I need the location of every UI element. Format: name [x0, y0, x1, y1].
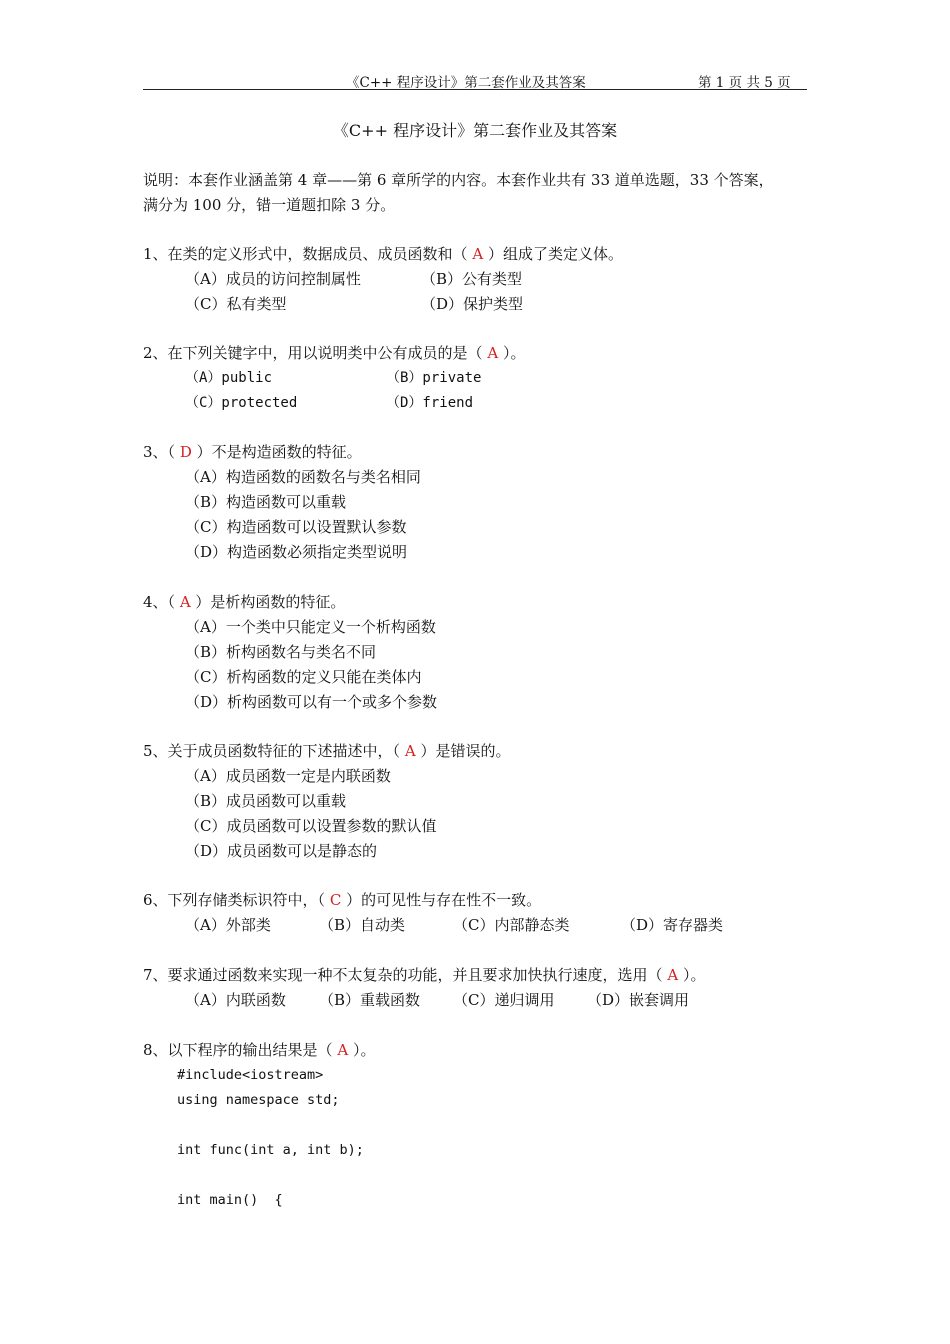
question-2: 2、在下列关键字中，用以说明类中公有成员的是（ A ）。 [143, 344, 526, 362]
question-6: 6、下列存储类标识符中，（ C ）的可见性与存在性不一致。 [143, 891, 542, 909]
q7-option-d: （D）嵌套调用 [587, 991, 690, 1009]
answer-7: A [667, 966, 679, 984]
q1-option-d: （D）保护类型 [421, 295, 524, 313]
q7-option-c: （C）递归调用 [453, 991, 555, 1009]
q1-option-c: （C）私有类型 [185, 295, 287, 313]
question-7: 7、要求通过函数来实现一种不太复杂的功能，并且要求加快执行速度，选用（ A ）。 [143, 966, 706, 984]
q4-option-d: （D）析构函数可以有一个或多个参数 [185, 693, 438, 711]
q2-option-d: （D）friend [386, 395, 474, 411]
running-header-title: 《C++ 程序设计》第二套作业及其答案 [346, 75, 586, 91]
q2-option-b: （B）private [386, 370, 482, 386]
code-line-namespace: using namespace std; [177, 1092, 340, 1108]
q1-option-a: （A）成员的访问控制属性 [185, 270, 361, 288]
page-number: 第 1 页 共 5 页 [698, 75, 791, 91]
header-divider [143, 89, 807, 90]
intro-line-2: 满分为 100 分，错一道题扣除 3 分。 [143, 196, 396, 214]
q6-option-a: （A）外部类 [185, 916, 271, 934]
question-1: 1、在类的定义形式中，数据成员、成员函数和（ A ）组成了类定义体。 [143, 245, 623, 263]
answer-5: A [404, 742, 416, 760]
q7-option-b: （B）重载函数 [319, 991, 421, 1009]
answer-4: A [179, 593, 191, 611]
document-title: 《C++ 程序设计》第二套作业及其答案 [332, 121, 618, 140]
q5-option-d: （D）成员函数可以是静态的 [185, 842, 378, 860]
question-4: 4、（ A ）是析构函数的特征。 [143, 593, 346, 611]
q5-option-a: （A）成员函数一定是内联函数 [185, 767, 391, 785]
q3-option-d: （D）构造函数必须指定类型说明 [185, 543, 408, 561]
q3-option-a: （A）构造函数的函数名与类名相同 [185, 468, 421, 486]
question-5: 5、关于成员函数特征的下述描述中，（ A ）是错误的。 [143, 742, 511, 760]
answer-1: A [472, 245, 484, 263]
q6-option-c: （C）内部静态类 [453, 916, 570, 934]
q5-option-b: （B）成员函数可以重载 [185, 792, 347, 810]
q4-option-b: （B）析构函数名与类名不同 [185, 643, 377, 661]
q6-option-b: （B）自动类 [319, 916, 406, 934]
intro-line-1: 说明：本套作业涵盖第 4 章——第 6 章所学的内容。本套作业共有 33 道单选题，33 个答案， [143, 171, 774, 189]
q4-option-c: （C）析构函数的定义只能在类体内 [185, 668, 422, 686]
q7-option-a: （A）内联函数 [185, 991, 286, 1009]
q6-option-d: （D）寄存器类 [621, 916, 724, 934]
answer-6: C [329, 891, 342, 909]
answer-8: A [337, 1041, 349, 1059]
q2-option-a: （A）public [185, 370, 273, 386]
answer-3: D [179, 443, 192, 461]
code-line-include: #include<iostream> [177, 1067, 324, 1083]
code-line-func-decl: int func(int a, int b); [177, 1142, 364, 1158]
q3-option-c: （C）构造函数可以设置默认参数 [185, 518, 407, 536]
q4-option-a: （A）一个类中只能定义一个析构函数 [185, 618, 436, 636]
code-line-main: int main() { [177, 1192, 283, 1208]
q1-option-b: （B）公有类型 [421, 270, 523, 288]
q3-option-b: （B）构造函数可以重载 [185, 493, 347, 511]
question-8: 8、以下程序的输出结果是（ A ）。 [143, 1041, 376, 1059]
answer-2: A [487, 344, 499, 362]
question-3: 3、（ D ）不是构造函数的特征。 [143, 443, 362, 461]
q5-option-c: （C）成员函数可以设置参数的默认值 [185, 817, 437, 835]
q2-option-c: （C）protected [185, 395, 298, 411]
